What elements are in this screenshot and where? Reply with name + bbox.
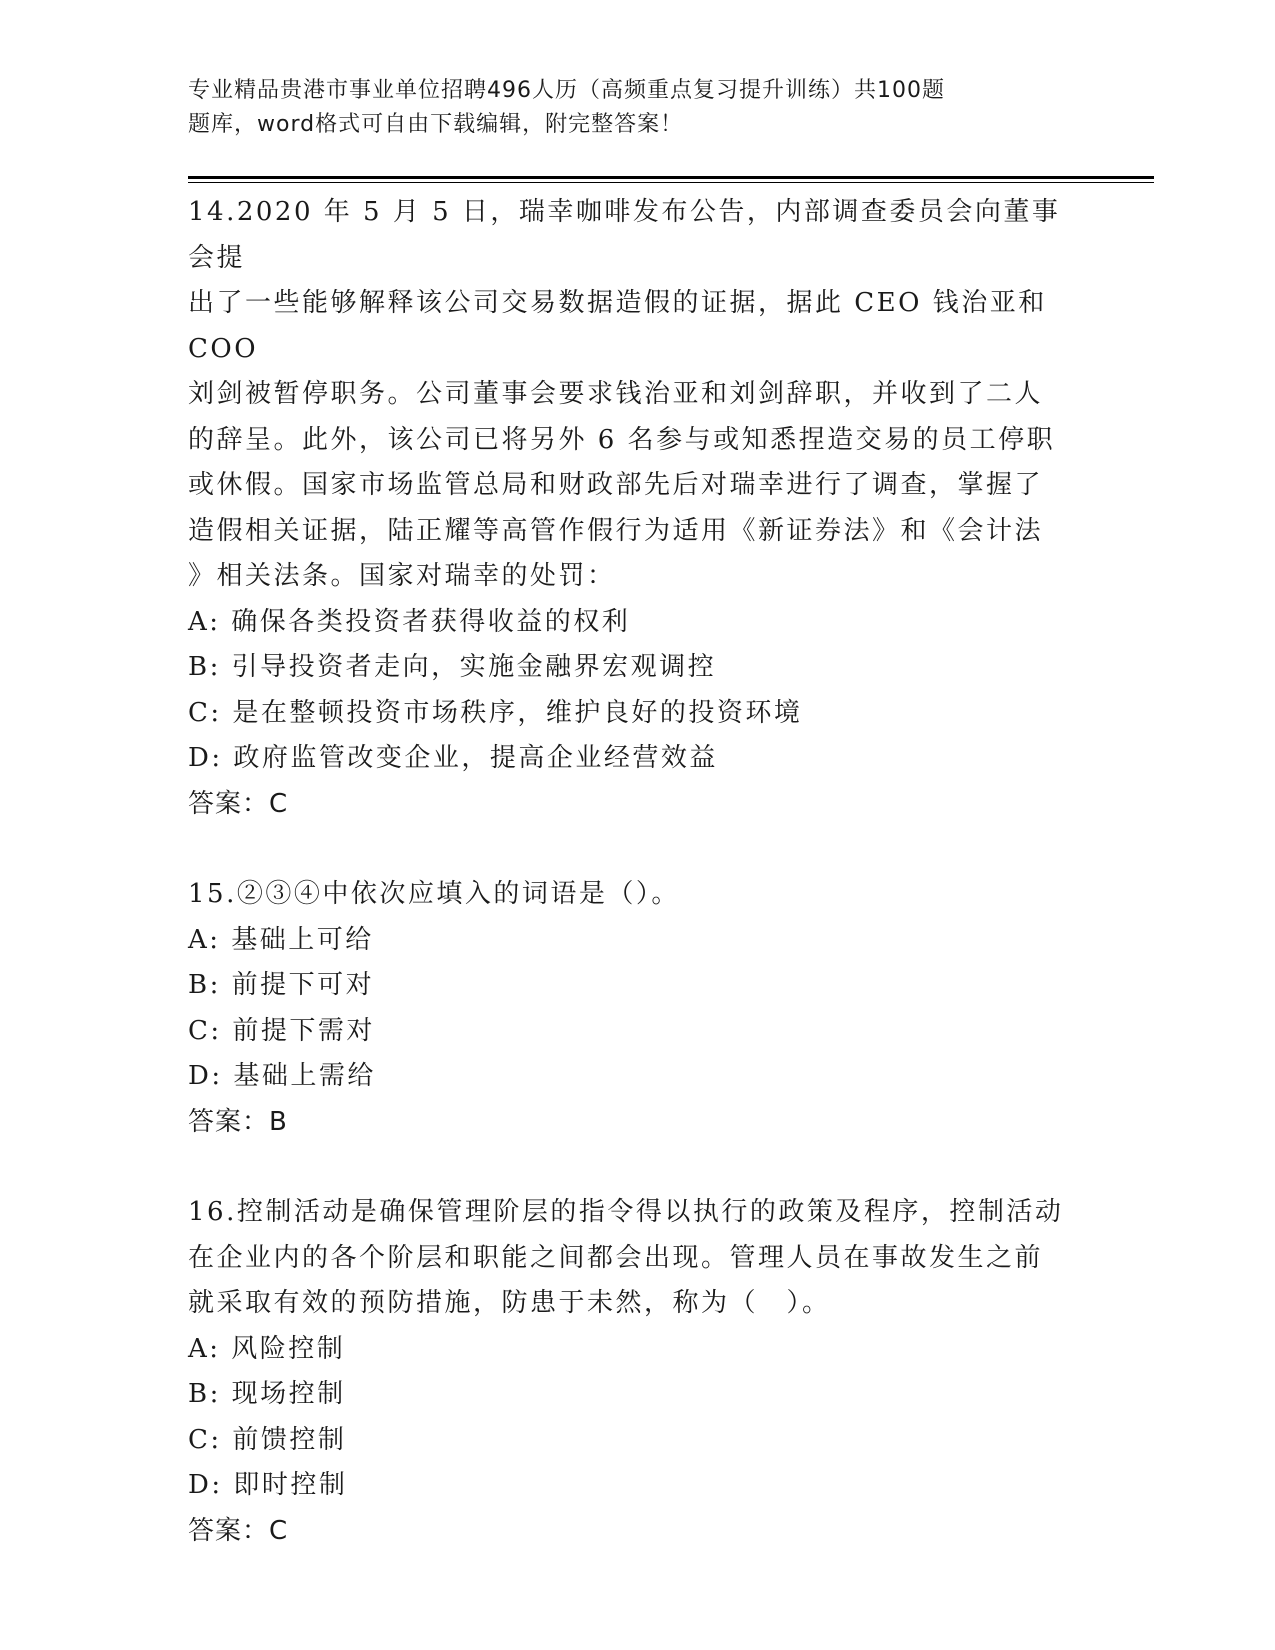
question-stem-line: 16.控制活动是确保管理阶层的指令得以执行的政策及程序，控制活动 [188,1197,1064,1227]
option-c: C: 前提下需对 [188,1015,375,1046]
question-stem-line: 在企业内的各个阶层和职能之间都会出现。管理人员在事故发生之前 [188,1242,1044,1273]
question-stem-line: 14.2020 年 5 月 5 日，瑞幸咖啡发布公告，内部调查委员会向董事会提 [188,197,1061,273]
option-a: A: 风险控制 [188,1333,346,1364]
option-b: B: 现场控制 [188,1379,346,1409]
header-rule-thin [188,182,1154,183]
question-stem-line: 刘剑被暂停职务。公司董事会要求钱治亚和刘剑辞职，并收到了二人 [188,379,1044,409]
header-line-1: 专业精品贵港市事业单位招聘496人历（高频重点复习提升训练）共100题 [188,78,945,103]
document-header [188,74,1028,142]
question-stem-line: 或休假。国家市场监管总局和财政部先后对瑞幸进行了调查，掌握了 [188,470,1044,500]
question-stem-line: 造假相关证据，陆正耀等高管作假行为适用《新证券法》和《会计法 [188,515,1044,546]
option-c: C: 是在整顿投资市场秩序，维护良好的投资环境 [188,697,803,728]
option-d: D: 基础上需给 [188,1061,376,1091]
option-d: D: 即时控制 [188,1470,348,1500]
option-c: C: 前馈控制 [188,1424,347,1455]
question-stem-line: 出了一些能够解释该公司交易数据造假的证据，据此 CEO 钱治亚和 COO [188,288,1047,364]
option-b: B: 前提下可对 [188,970,375,1000]
option-a: A: 基础上可给 [188,924,374,955]
question-16 [188,1190,1088,1554]
answer-label: 答案：C [188,1515,289,1546]
header-line-2: 题库，word格式可自由下载编辑，附完整答案！ [188,112,684,137]
question-spacer [188,1145,1088,1190]
option-a: A: 确保各类投资者获得收益的权利 [188,606,631,637]
header-rule-thick [188,176,1154,179]
question-14 [188,190,1088,827]
question-stem-line: 15.②③④中依次应填入的词语是（）。 [188,879,680,909]
question-15 [188,872,1088,1145]
answer-label: 答案：C [188,788,289,819]
question-stem-line: 》相关法条。国家对瑞幸的处罚： [188,561,616,591]
option-b: B: 引导投资者走向，实施金融界宏观调控 [188,652,717,682]
question-stem-line: 的辞呈。此外，该公司已将另外 6 名参与或知悉捏造交易的员工停职 [188,424,1056,455]
question-spacer [188,827,1088,872]
question-list [188,190,1088,1554]
question-stem-line: 就采取有效的预防措施，防患于未然，称为（ ）。 [188,1288,831,1318]
option-d: D: 政府监管改变企业，提高企业经营效益 [188,743,718,773]
answer-label: 答案：B [188,1106,288,1137]
